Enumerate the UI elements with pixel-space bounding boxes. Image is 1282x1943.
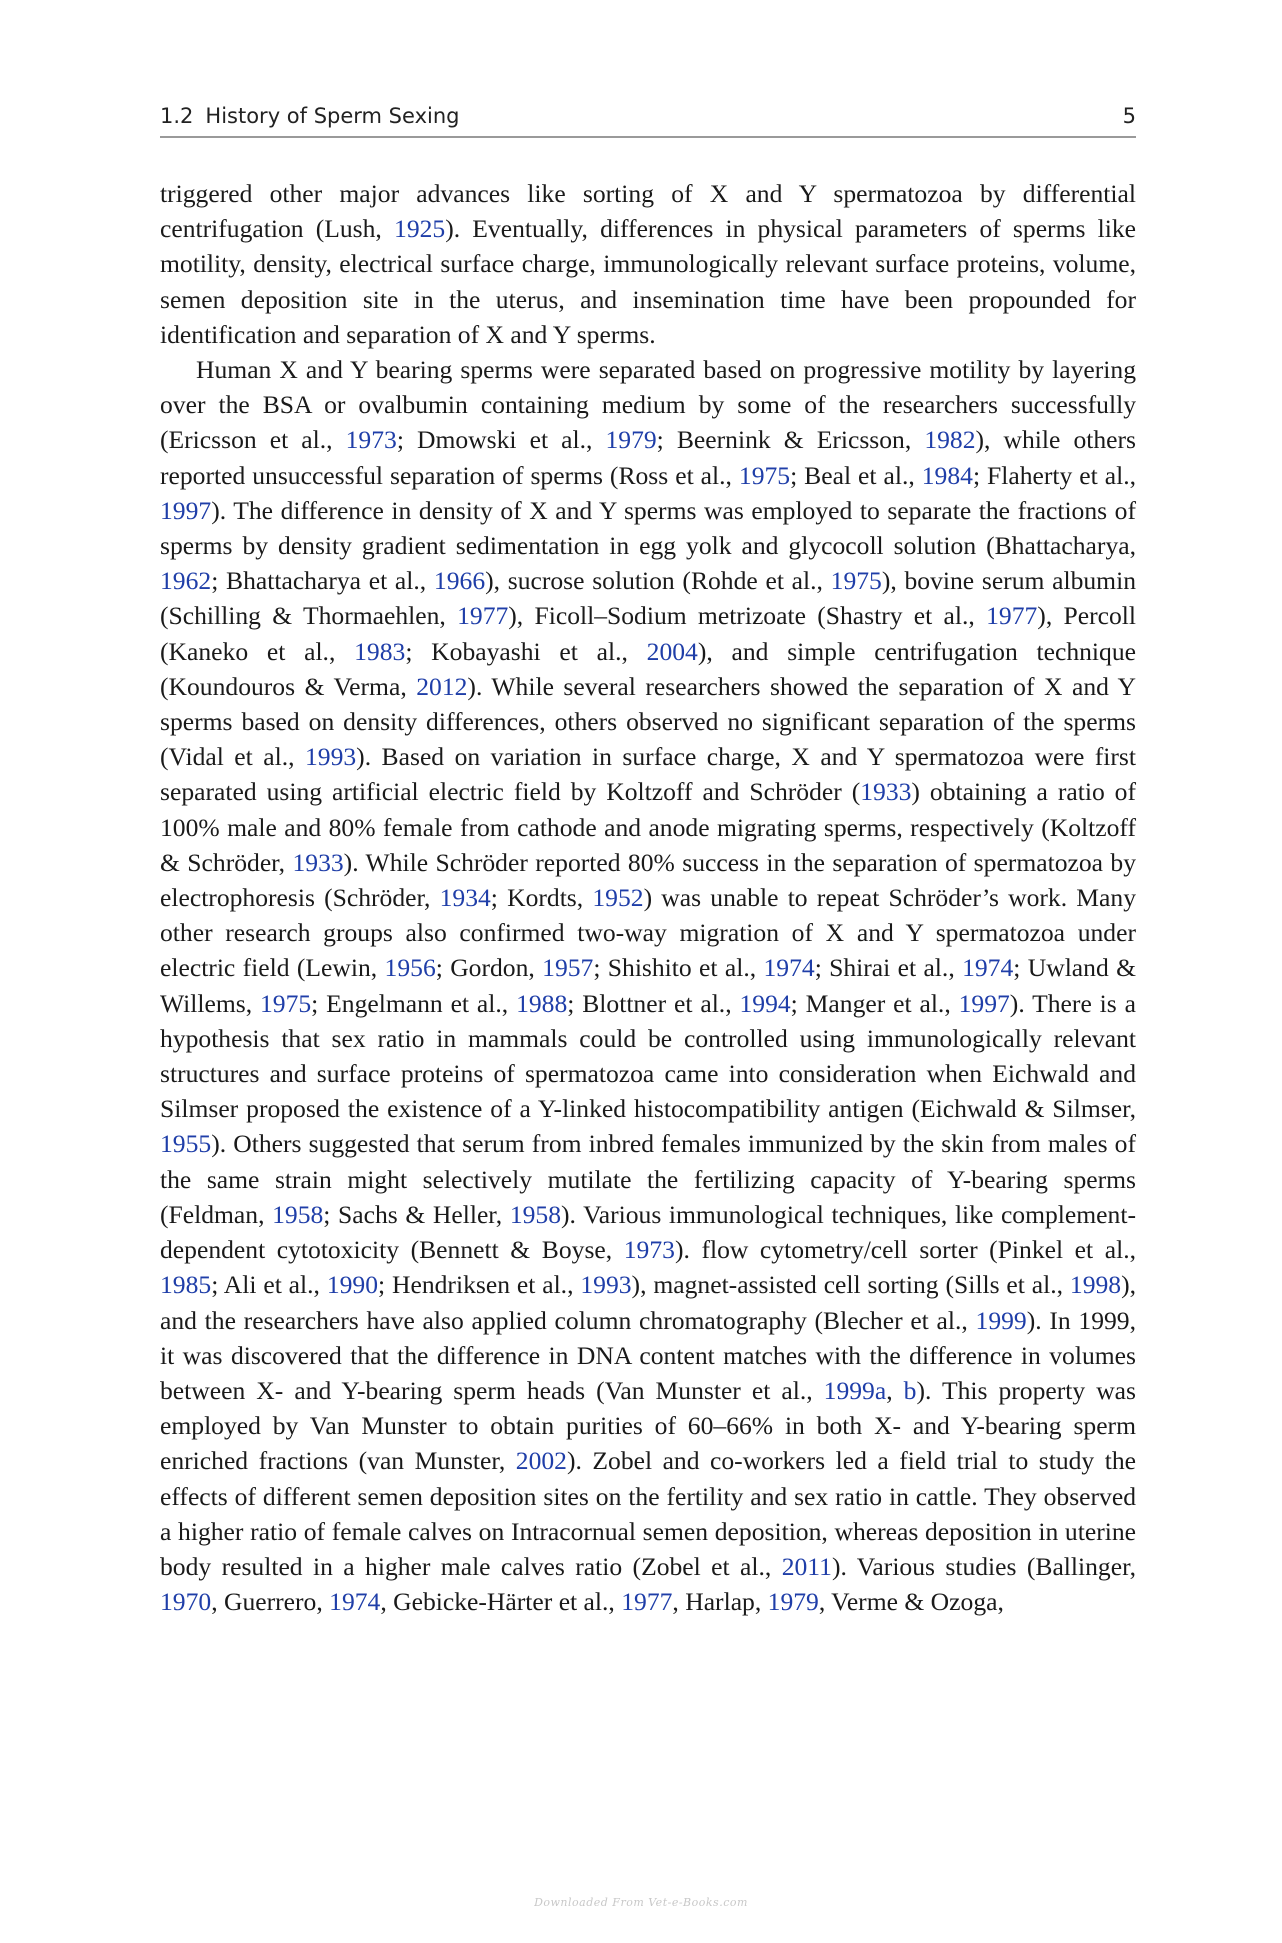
text-run: ; Beernink & Ericsson, <box>656 425 925 455</box>
text-run: ). While Schröder reported 80% success in the separation of spermatozoa by electrophoresis (Schröder, <box>160 847 1137 913</box>
text-run: , <box>886 1375 904 1405</box>
text-run: ). While several researchers showed the separation of X and Y sperms based on density differences, others observed no significant separation of the sperms (Vidal et al., <box>160 671 1136 772</box>
citation-link[interactable]: 1999 <box>975 1305 1027 1335</box>
text-run: ; Bhattacharya et al., <box>211 566 434 596</box>
citation-link[interactable]: 1958 <box>509 1199 562 1229</box>
text-run: ), bovine serum albumin (Schilling & Thormaehlen, <box>160 566 1137 631</box>
running-header-section <box>160 104 459 128</box>
citation-link[interactable]: 1982 <box>924 425 976 455</box>
citation-link[interactable]: 1977 <box>986 601 1038 631</box>
text-run: ), sucrose solution (Rohde et al., <box>485 566 831 596</box>
citation-link[interactable]: 1925 <box>394 214 446 244</box>
citation-link[interactable]: 1975 <box>259 988 312 1018</box>
citation-link[interactable]: 1977 <box>621 1587 673 1617</box>
citation-link[interactable]: 1993 <box>580 1270 632 1300</box>
text-run: Human X and Y bearing sperms were separated based on progressive motility by layering over the BSA or ovalbumin containing medium by some of the researchers successfully (Ericsson et al., <box>160 355 1136 455</box>
text-run: ; Ali et al., <box>211 1270 327 1300</box>
section-title: History of Sperm Sexing <box>205 104 460 128</box>
citation-link[interactable]: 1997 <box>958 988 1010 1018</box>
text-run: ; Engelmann et al., <box>311 988 517 1018</box>
text-run: ). flow cytometry/cell sorter (Pinkel et al., <box>674 1235 1137 1265</box>
text-run: ; Kordts, <box>490 883 593 913</box>
citation-link[interactable]: 2002 <box>515 1446 567 1476</box>
citation-link[interactable]: 1966 <box>433 566 486 596</box>
text-run: ). Zobel and co-workers led a field trial to study the effects of different semen deposition sites on the fertility and sex ratio in cattle. They observed a higher ratio of female calves on Intracornual semen deposition, whereas deposition in uterine body resulted in a higher male calves ratio (Zobel et al., <box>160 1446 1136 1581</box>
citation-link[interactable]: 1957 <box>542 953 594 983</box>
text-run: ). There is a hypothesis that sex ratio in mammals could be controlled using immunologically relevant structures and surface proteins of spermatozoa came into consideration when Eichwald and Silmser proposed the existence of a Y-linked histocompatibility antigen (Eichwald & Silmser, <box>160 988 1136 1124</box>
text-run: ; Gordon, <box>435 953 543 983</box>
citation-link[interactable]: 1979 <box>605 425 657 455</box>
citation-link[interactable]: 1934 <box>439 883 491 913</box>
citation-link[interactable]: 1993 <box>304 742 357 772</box>
text-run: ). In 1999, it was discovered that the difference in DNA content matches with the difference in volumes between X- and Y-bearing sperm heads (Van Munster et al., <box>160 1305 1136 1405</box>
citation-link[interactable]: 1988 <box>516 988 568 1018</box>
text-run: triggered other major advances like sorting of X and Y spermatozoa by differential centrifugation (Lush, <box>160 179 1136 244</box>
text-run: ), Percoll (Kaneko et al., <box>160 601 1136 666</box>
citation-link[interactable]: 1933 <box>292 847 344 877</box>
citation-link[interactable]: 1956 <box>384 953 436 983</box>
citation-link[interactable]: 1975 <box>830 566 882 596</box>
citation-link[interactable]: 1933 <box>860 777 912 807</box>
text-run: ). Various studies (Ballinger, <box>831 1551 1136 1581</box>
text-run: ), while others reported unsuccessful separation of sperms (Ross et al., <box>160 425 1136 490</box>
footer-watermark: Downloaded From Vet-e-Books.com <box>534 1896 748 1909</box>
text-run: ), Ficoll–Sodium metrizoate (Shastry et al., <box>508 601 987 631</box>
text-run: ). Eventually, differences in physical parameters of sperms like motility, density, electrical surface charge, immunologically relevant surface proteins, volume, semen deposition site in the uterus, and insemination time have been propounded for identification and separation of X and Y sperms. <box>160 214 1136 349</box>
text-run: ). Based on variation in surface charge, X and Y spermatozoa were first separated using artificial electric field by Koltzoff and Schröder ( <box>160 742 1136 807</box>
citation-link[interactable]: 1994 <box>739 988 791 1018</box>
citation-link[interactable]: 1958 <box>272 1199 324 1229</box>
citation-link[interactable]: 1955 <box>160 1129 212 1159</box>
citation-link[interactable]: 1999a <box>823 1375 887 1405</box>
citation-link[interactable]: 2012 <box>416 671 468 701</box>
page-number: 5 <box>1122 104 1136 128</box>
text-run: ; Beal et al., <box>790 460 922 490</box>
citation-link[interactable]: 2004 <box>646 636 698 666</box>
citation-link[interactable]: 1990 <box>326 1270 379 1300</box>
text-run: , Gebicke-Härter et al., <box>380 1587 622 1617</box>
text-run: ; Flaherty et al., <box>972 460 1137 490</box>
citation-link[interactable]: 2011 <box>781 1551 832 1581</box>
citation-link[interactable]: 1974 <box>962 953 1014 983</box>
paragraph-sperm-separation <box>160 352 1136 1619</box>
text-run: ), and the researchers have also applied column chromatography (Blecher et al., <box>160 1270 1136 1335</box>
text-run: ) obtaining a ratio of 100% male and 80% female from cathode and anode migrating sperms, respectively (Koltzoff & Schröder, <box>160 777 1137 877</box>
text-run: ; Dmowski et al., <box>396 425 606 455</box>
text-run: ) was unable to repeat Schröder’s work. Many other research groups also confirmed two-way migration of X and Y spermatozoa under electric field (Lewin, <box>160 883 1137 983</box>
text-run: ; Shirai et al., <box>814 953 963 983</box>
running-header <box>160 100 1136 138</box>
citation-link[interactable]: b <box>903 1375 917 1405</box>
citation-link[interactable]: 1984 <box>921 460 973 490</box>
body-text <box>160 176 1136 1619</box>
text-run: ; Shishito et al., <box>593 953 764 983</box>
text-run: , Guerrero, <box>211 1587 330 1617</box>
text-run: ), and simple centrifugation technique (Koundouros & Verma, <box>160 636 1136 701</box>
citation-link[interactable]: 1975 <box>738 460 791 490</box>
text-run: ), magnet-assisted cell sorting (Sills et al., <box>631 1270 1070 1300</box>
text-run: ; Sachs & Heller, <box>323 1199 510 1229</box>
text-run: ; Hendriksen et al., <box>378 1270 581 1300</box>
citation-link[interactable]: 1985 <box>160 1270 212 1300</box>
text-run: ; Manger et al., <box>790 988 959 1018</box>
citation-link[interactable]: 1998 <box>1069 1270 1122 1300</box>
citation-link[interactable]: 1979 <box>767 1587 819 1617</box>
text-run: , Verme & Ozoga, <box>818 1587 1004 1617</box>
text-run: ). Various immunological techniques, like complement-dependent cytotoxicity (Bennett & Boyse, <box>160 1199 1136 1265</box>
citation-link[interactable]: 1952 <box>592 883 644 913</box>
citation-link[interactable]: 1973 <box>345 425 397 455</box>
citation-link[interactable]: 1962 <box>160 566 212 596</box>
text-run: ; Kobayashi et al., <box>405 636 647 666</box>
citation-link[interactable]: 1970 <box>160 1587 212 1617</box>
citation-link[interactable]: 1997 <box>160 495 212 525</box>
citation-link[interactable]: 1973 <box>623 1235 675 1265</box>
citation-link[interactable]: 1974 <box>763 953 815 983</box>
text-run: ; Uwland & Willems, <box>160 953 1137 1018</box>
citation-link[interactable]: 1974 <box>329 1587 381 1617</box>
paragraph-continuation <box>160 176 1136 352</box>
citation-link[interactable]: 1977 <box>457 601 509 631</box>
text-run: , Harlap, <box>672 1587 768 1617</box>
text-run: ; Blottner et al., <box>567 988 740 1018</box>
section-number: 1.2 <box>160 104 194 128</box>
text-run: ). The difference in density of X and Y sperms was employed to separate the fractions of sperms by density gradient sedimentation in egg yolk and glycocoll solution (Bhattacharya, <box>160 495 1136 561</box>
text-run: ). Others suggested that serum from inbred females immunized by the skin from males of the same strain might selectively mutilate the fertilizing capacity of Y-bearing sperms (Feldman, <box>160 1129 1136 1229</box>
text-run: ). This property was employed by Van Munster to obtain purities of 60–66% in both X- and Y-bearing sperm enriched fractions (van Munster, <box>160 1375 1137 1476</box>
citation-link[interactable]: 1983 <box>354 636 406 666</box>
